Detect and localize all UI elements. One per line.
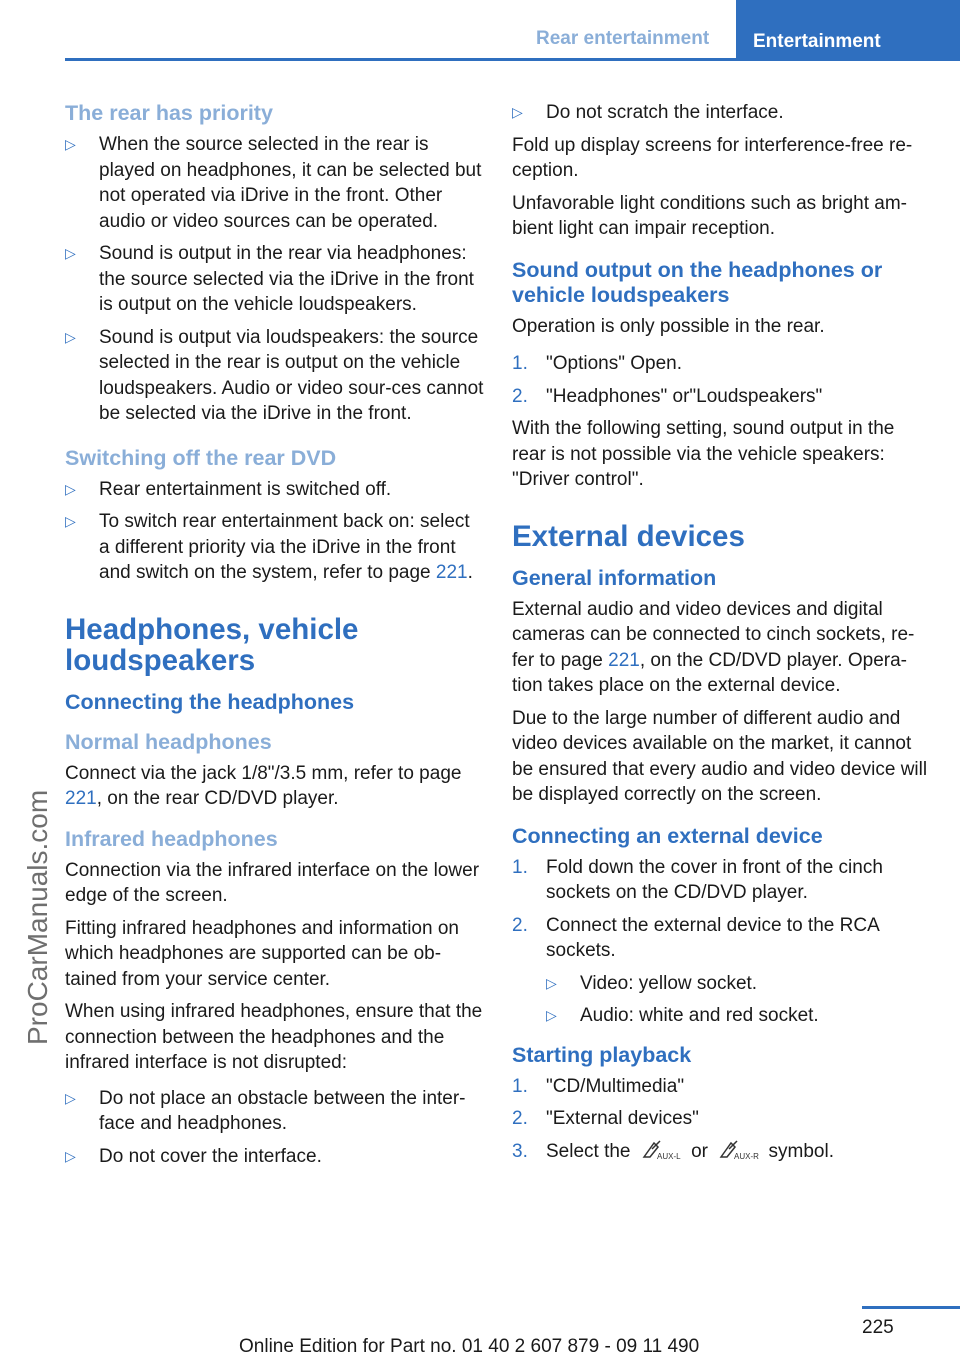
paragraph: Connection via the infrared interface on the lower edge of the screen. [65, 859, 480, 906]
list-item: ▷ Video: yellow socket. [546, 971, 932, 997]
list-item: 2. Connect the external device to the RCA sockets. [512, 914, 879, 961]
page-link[interactable]: 221 [65, 788, 97, 809]
aux-left-label: AUX-L [656, 1151, 681, 1161]
list-item: ▷ Audio: white and red socket. [546, 1003, 932, 1029]
aux-right-label: AUX-R [734, 1151, 760, 1161]
paragraph: Fitting infrared headphones and information on which headphones are supported can be ob-tained from your service center. [65, 917, 459, 990]
bullet-triangle-icon: ▷ [65, 245, 76, 261]
header-rule [65, 58, 960, 61]
step-number: 2. [512, 1108, 528, 1129]
aux-left-icon [640, 1139, 682, 1161]
paragraph: With the following setting, sound output in the rear is not possible via the vehicle speakers: "Driver control". [512, 418, 895, 490]
heading-connecting-external-device: Connecting an external device [512, 823, 823, 848]
paragraph: External audio and video devices and digital cameras can be connected to cinch sockets, re-fer to page 221, on the CD/DVD player. Opera-tion takes place on the external device. [512, 598, 915, 696]
bullet-triangle-icon: ▷ [546, 974, 557, 991]
list-item: ▷ To switch rear entertainment back on: select a different priority via the iDrive in the front and switch on the system, refer to page 221. [65, 511, 473, 583]
dvd-list [65, 477, 485, 586]
step-number: 1. [512, 353, 528, 374]
list-item: ▷ Do not scratch the interface. [512, 100, 932, 126]
right-column [512, 100, 932, 1171]
connecting-steps [512, 855, 932, 964]
left-column [65, 100, 485, 1176]
heading-rear-priority: The rear has priority [65, 101, 273, 125]
list-item: ▷ Sound is output in the rear via headphones: the source selected via the iDrive in the front is output on the vehicle loudspeakers. [65, 243, 474, 315]
heading-starting-playback: Starting playback [512, 1042, 692, 1067]
list-item: 2. "External devices" [512, 1106, 932, 1132]
page-number-rule [862, 1306, 960, 1309]
chapter-title: Entertainment [753, 31, 881, 52]
paragraph: When using infrared headphones, ensure that the connection between the headphones and the infrared interface is not disrupted: [65, 1001, 483, 1073]
list-item: ▷ Sound is output via loudspeakers: the source selected in the rear is output on the vehicle loudspeakers. Audio or video sour-ces cannot be selected via the iDrive in the front. [65, 326, 484, 424]
step-number: 1. [512, 856, 528, 878]
bullet-triangle-icon: ▷ [512, 104, 523, 120]
list-item: 2. "Headphones" or"Loudspeakers" [512, 384, 932, 410]
step-number: 1. [512, 1075, 528, 1097]
paragraph: Unfavorable light conditions such as bright am-bient light can impair reception. [512, 192, 907, 239]
infrared-list [65, 1086, 485, 1170]
aux-right-icon [717, 1139, 759, 1161]
paragraph: Fold up display screens for interference-free re-ception. [512, 134, 913, 181]
list-item: 1. "CD/Multimedia" [512, 1074, 932, 1100]
priority-list [65, 132, 485, 427]
playback-steps [512, 1074, 932, 1165]
heading-switching-off-dvd: Switching off the rear DVD [65, 445, 337, 470]
step-number: 3. [512, 1140, 528, 1162]
list-item: 1. Fold down the cover in front of the cinch sockets on the CD/DVD player. [512, 856, 883, 903]
bullet-triangle-icon: ▷ [65, 480, 76, 497]
page-number: 225 [862, 1317, 894, 1338]
paragraph: Due to the large number of different audio and video devices available on the market, it cannot be ensured that every audio and video device will be displayed correctly on the screen. [512, 707, 928, 805]
paragraph: Connect via the jack 1/8"/3.5 mm, refer to page 221, on the rear CD/DVD player. [65, 762, 462, 809]
watermark: ProCarManuals.com [22, 789, 53, 1045]
bullet-triangle-icon: ▷ [546, 1007, 557, 1023]
heading-sound-output: Sound output on the headphones or vehicle loudspeakers [512, 257, 883, 307]
bullet-triangle-icon: ▷ [65, 1089, 76, 1106]
paragraph: Operation is only possible in the rear. [512, 315, 825, 337]
step-number: 2. [512, 385, 528, 407]
bullet-triangle-icon: ▷ [65, 136, 76, 152]
edition-footer: Online Edition for Part no. 01 40 2 607 879 - 09 11 490 [239, 1336, 700, 1357]
page-link[interactable]: 221 [608, 649, 640, 671]
socket-list [512, 971, 932, 1029]
list-item: 1. "Options" Open. [512, 351, 932, 377]
chapter-tab [736, 0, 960, 58]
list-item: 3. Select the AUX-L or AUX-R symbol. [512, 1139, 932, 1165]
heading-normal-headphones: Normal headphones [65, 729, 272, 754]
heading-connecting-headphones: Connecting the headphones [65, 689, 355, 714]
heading-external-devices: External devices [512, 519, 745, 553]
heading-headphones-loudspeakers: Headphones, vehicle loudspeakers [65, 612, 359, 677]
bullet-triangle-icon: ▷ [65, 328, 76, 345]
page-link[interactable]: 221 [435, 562, 468, 583]
heading-infrared-headphones: Infrared headphones [65, 826, 278, 851]
scratch-list [512, 100, 932, 126]
list-item: ▷ Rear entertainment is switched off. [65, 477, 485, 503]
bullet-triangle-icon: ▷ [65, 1147, 76, 1164]
sound-steps [512, 351, 932, 409]
bullet-triangle-icon: ▷ [65, 513, 76, 529]
list-item: ▷ When the source selected in the rear is played on headphones, it can be selected but not operated via iDrive in the front. Other audio or video sources can be operated. [65, 134, 482, 232]
section-title: Rear entertainment [536, 28, 710, 49]
step-number: 2. [512, 914, 528, 936]
list-item: ▷ Do not place an obstacle between the inter-face and headphones. [65, 1087, 466, 1134]
list-item: ▷ Do not cover the interface. [65, 1144, 485, 1170]
heading-general-information: General information [512, 565, 717, 590]
